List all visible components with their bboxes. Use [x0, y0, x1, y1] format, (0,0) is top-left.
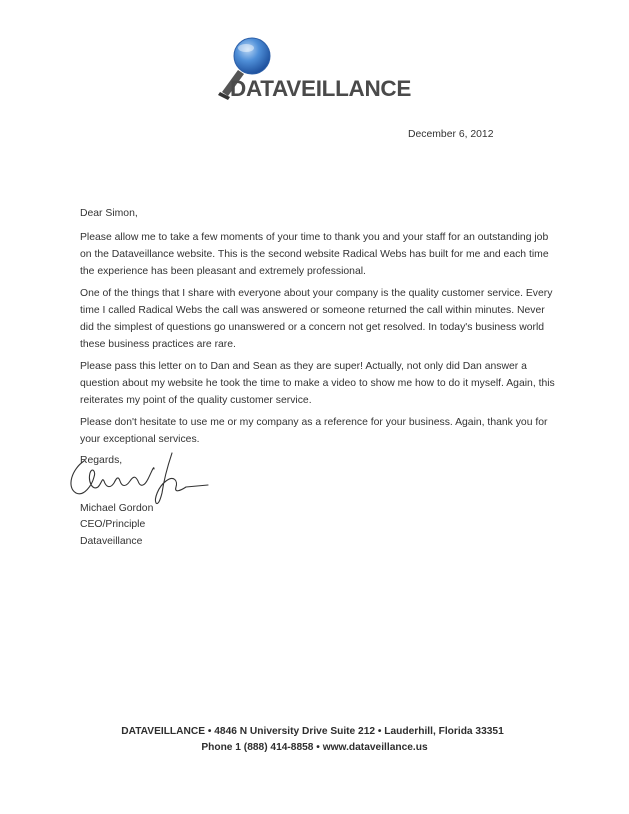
paragraph-2 — [80, 285, 553, 353]
footer-contact-text: Phone 1 (888) 414-8858 • www.dataveillance.us — [201, 742, 428, 753]
signer-organization: Dataveillance — [80, 536, 143, 547]
text-line: reiterates my point of the quality customer service. — [80, 395, 312, 406]
signer-title: CEO/Principle — [80, 519, 146, 530]
text-line: Please don't hesitate to use me or my company as a reference for your business. Again, thank you for — [80, 417, 548, 428]
logo-wordmark: DATAVEILLANCE — [230, 76, 412, 101]
footer-address-text: DATAVEILLANCE • 4846 N University Drive Suite 212 • Lauderhill, Florida 33351 — [121, 726, 504, 737]
company-logo — [208, 36, 412, 106]
paragraph-1 — [80, 229, 550, 280]
text-line: your exceptional services. — [80, 434, 200, 445]
text-line: question about my website he took the time to make a video to show me how to do it myself. Again, this — [80, 378, 555, 389]
closing: Regards, — [80, 455, 123, 466]
text-line: Please allow me to take a few moments of your time to thank you and your staff for an outstanding job — [80, 232, 549, 243]
text-line: on the Dataveillance website. This is the second website Radical Webs has built for me and each time — [80, 249, 549, 260]
text-line: these business practices are rare. — [80, 339, 236, 350]
text-line: did the simplest of questions go unanswered or a concern not get resolved. In today's business world — [80, 322, 545, 333]
text-line: Please pass this letter on to Dan and Sean as they are super! Actually, not only did Dan answer a — [80, 361, 527, 372]
text-line: One of the things that I share with everyone about your company is the quality customer service. Every — [80, 288, 553, 299]
greeting: Dear Simon, — [80, 208, 138, 219]
footer-address — [0, 726, 629, 737]
text-line: the experience has been pleasant and extremely professional. — [80, 266, 366, 277]
footer-contact — [0, 742, 629, 753]
handwritten-signature — [62, 447, 212, 507]
signer-name: Michael Gordon — [80, 503, 154, 514]
paragraph-4 — [80, 414, 550, 448]
letter-date: December 6, 2012 — [408, 129, 494, 140]
text-line: time I called Radical Webs the call was answered or someone returned the call within minutes. Never — [80, 305, 545, 316]
paragraph-3 — [80, 358, 555, 409]
